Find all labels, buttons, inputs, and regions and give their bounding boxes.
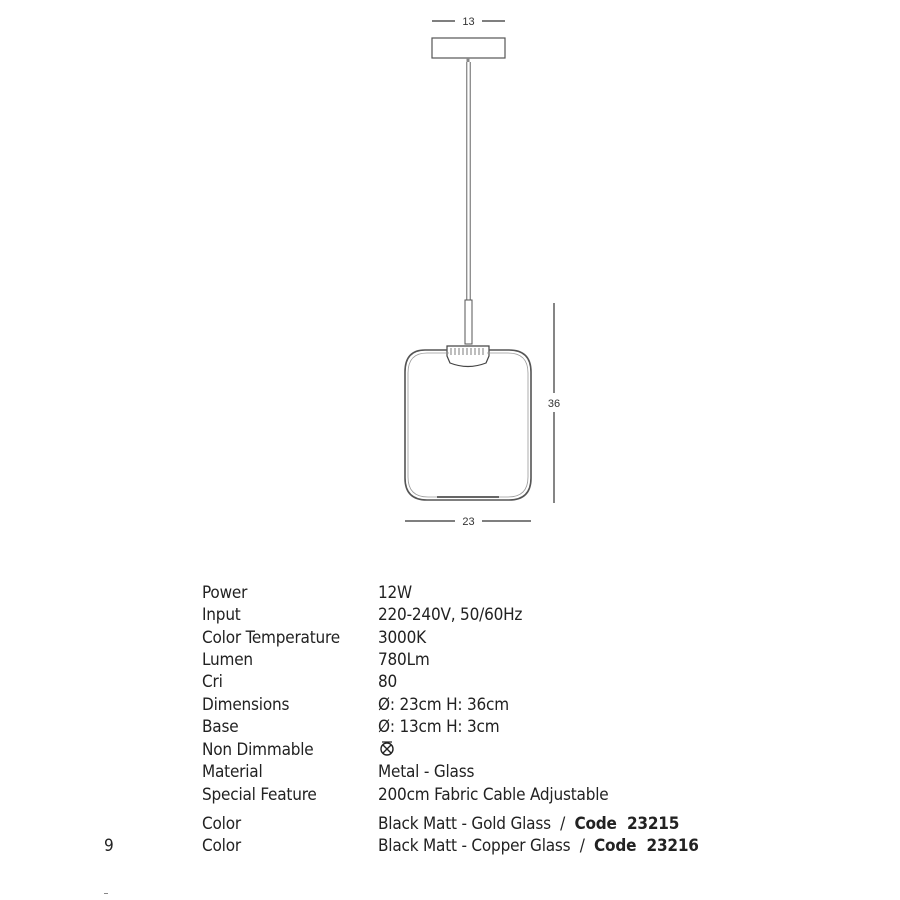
spec-label-input: Input — [202, 605, 241, 625]
spec-label-special-feature: Special Feature — [202, 785, 317, 805]
spec-label-material: Material — [202, 762, 263, 782]
spec-value-special-feature: 200cm Fabric Cable Adjustable — [378, 785, 609, 805]
height-label: 36 — [547, 398, 561, 410]
color-name-gold: Black Matt - Gold Glass / — [378, 814, 575, 834]
color-label-gold: Color — [202, 814, 241, 834]
color-name-copper: Black Matt - Copper Glass / — [378, 836, 595, 856]
base-width-label: 13 — [462, 16, 475, 28]
spec-value-color-temperature: 3000K — [378, 628, 426, 648]
non-dimmable-icon — [378, 740, 396, 758]
spec-value-base: Ø: 13cm H: 3cm — [378, 717, 500, 737]
product-code-gold: Code 23215 — [574, 814, 680, 834]
color-value-gold — [378, 813, 679, 835]
page-mark — [104, 893, 108, 894]
spec-value-non-dimmable — [378, 739, 396, 761]
base-width-dimension — [432, 16, 505, 28]
spec-label-dimensions: Dimensions — [202, 695, 290, 715]
height-dimension — [548, 303, 560, 503]
lamp-holder — [465, 300, 472, 344]
spec-value-power: 12W — [378, 583, 412, 603]
spec-value-lumen: 780Lm — [378, 650, 430, 670]
spec-label-color-temperature: Color Temperature — [202, 628, 340, 648]
spec-label-power: Power — [202, 583, 248, 603]
spec-label-cri: Cri — [202, 672, 223, 692]
spec-value-cri: 80 — [378, 672, 398, 692]
spec-label-non-dimmable: Non Dimmable — [202, 740, 314, 760]
spec-value-dimensions: Ø: 23cm H: 36cm — [378, 695, 509, 715]
spec-label-lumen: Lumen — [202, 650, 253, 670]
glass-shade — [405, 350, 531, 500]
color-value-copper — [378, 835, 699, 857]
color-label-copper: Color — [202, 836, 241, 856]
ceiling-canopy — [432, 38, 505, 58]
cable — [467, 58, 470, 62]
spec-label-base: Base — [202, 717, 239, 737]
page-number: 9 — [104, 836, 114, 856]
spec-value-input: 220-240V, 50/60Hz — [378, 605, 523, 625]
spec-value-material: Metal - Glass — [378, 762, 475, 782]
product-code-copper: Code 23216 — [594, 836, 699, 856]
diameter-label: 23 — [462, 516, 475, 528]
diameter-dimension — [405, 516, 531, 528]
